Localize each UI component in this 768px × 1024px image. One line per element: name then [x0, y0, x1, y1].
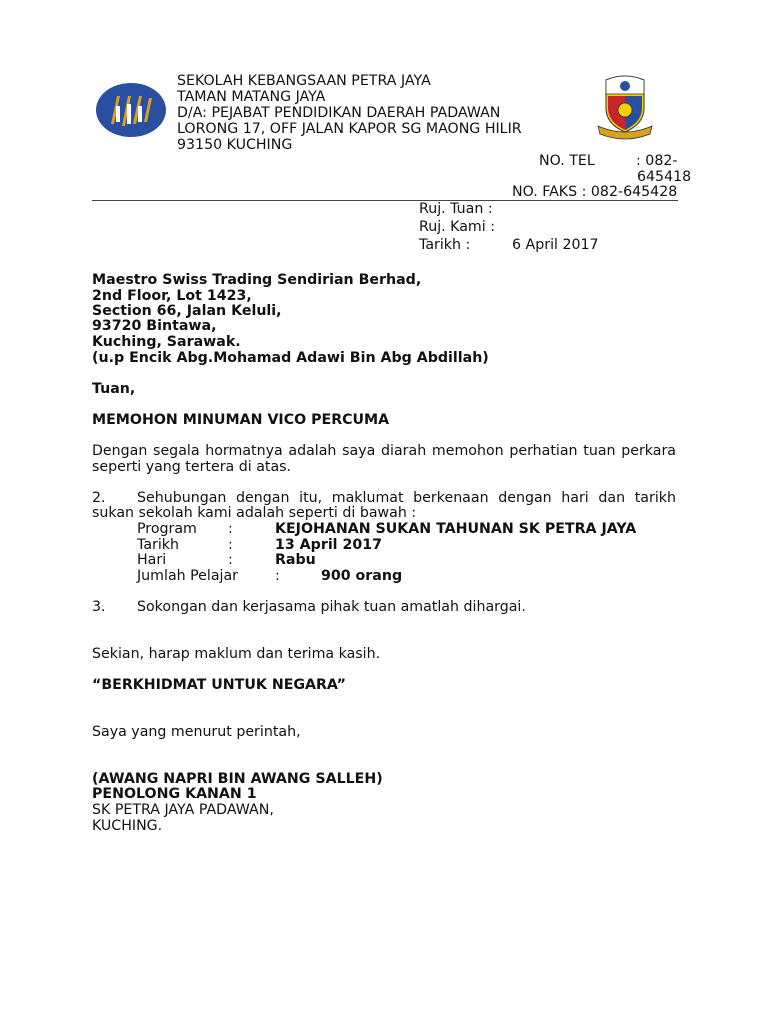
intro-paragraph — [92, 443, 676, 475]
recipient-address-line: Section 66, Jalan Keluli, — [92, 303, 282, 319]
paragraph-3-number: 3. — [92, 599, 106, 615]
intro-line: seperti yang tertera di atas. — [92, 459, 292, 475]
signatory-city: KUCHING. — [92, 818, 163, 834]
recipient-company: Maestro Swiss Trading Sendirian Berhad, — [92, 272, 422, 288]
sign-off: Saya yang menurut perintah, — [92, 724, 301, 740]
signatory-school: SK PETRA JAYA PADAWAN, — [92, 802, 274, 818]
salutation: Tuan, — [92, 381, 136, 397]
fax-line: NO. FAKS : 082-645428 — [512, 184, 678, 200]
detail-label-day: Hari — [137, 552, 167, 568]
signatory-name: (AWANG NAPRI BIN AWANG SALLEH) — [92, 771, 383, 787]
detail-value-student-count: 900 orang — [321, 568, 403, 584]
school-area: TAMAN MATANG JAYA — [177, 89, 326, 105]
school-crest-logo — [596, 74, 654, 140]
paragraph-2-number: 2. — [92, 490, 106, 506]
paragraph-2 — [137, 490, 676, 506]
letter-subject: MEMOHON MINUMAN VICO PERCUMA — [92, 412, 390, 428]
date-value: 6 April 2017 — [512, 237, 599, 253]
detail-label-student-count: Jumlah Pelajar — [137, 568, 239, 584]
recipient-address-line: Kuching, Sarawak. — [92, 334, 241, 350]
detail-separator: : — [228, 537, 233, 553]
detail-separator: : — [228, 552, 233, 568]
intro-line: Dengan segala hormatnya adalah saya diarah memohon perhatian tuan perkara — [92, 443, 676, 459]
your-ref-label: Ruj. Tuan : — [419, 201, 493, 217]
recipient-attention: (u.p Encik Abg.Mohamad Adawi Bin Abg Abdillah) — [92, 350, 489, 366]
signatory-position: PENOLONG KANAN 1 — [92, 786, 257, 802]
detail-label-program: Program — [137, 521, 197, 537]
detail-value-program: KEJOHANAN SUKAN TAHUNAN SK PETRA JAYA — [275, 521, 637, 537]
school-street: LORONG 17, OFF JALAN KAPOR SG MAONG HILIR — [177, 121, 522, 137]
our-ref-label: Ruj. Kami : — [419, 219, 495, 235]
tel-value-line1: : 082- — [636, 153, 678, 169]
closing-line: Sekian, harap maklum dan terima kasih. — [92, 646, 381, 662]
paragraph-2-line: sukan sekolah kami adalah seperti di bawah : — [92, 505, 417, 521]
date-label: Tarikh : — [419, 237, 471, 253]
detail-separator: : — [228, 521, 233, 537]
school-care-of: D/A: PEJABAT PENDIDIKAN DAERAH PADAWAN — [177, 105, 501, 121]
detail-separator: : — [275, 568, 280, 584]
tel-value-line2: 645418 — [637, 169, 692, 185]
motto: “BERKHIDMAT UNTUK NEGARA” — [92, 677, 346, 693]
paragraph-2-line: Sehubungan dengan itu, maklumat berkenaan dengan hari dan tarikh — [137, 490, 676, 506]
recipient-address-line: 93720 Bintawa, — [92, 318, 217, 334]
detail-label-date: Tarikh — [137, 537, 179, 553]
school-postcode-city: 93150 KUCHING — [177, 137, 293, 153]
paragraph-3-text: Sokongan dan kerjasama pihak tuan amatlah dihargai. — [137, 599, 526, 615]
school-name: SEKOLAH KEBANGSAAN PETRA JAYA — [177, 73, 431, 89]
ministry-of-education-logo — [95, 82, 167, 138]
tel-label: NO. TEL — [539, 153, 595, 169]
detail-value-date: 13 April 2017 — [275, 537, 382, 553]
recipient-address-line: 2nd Floor, Lot 1423, — [92, 288, 252, 304]
header-divider — [92, 200, 678, 201]
detail-value-day: Rabu — [275, 552, 316, 568]
